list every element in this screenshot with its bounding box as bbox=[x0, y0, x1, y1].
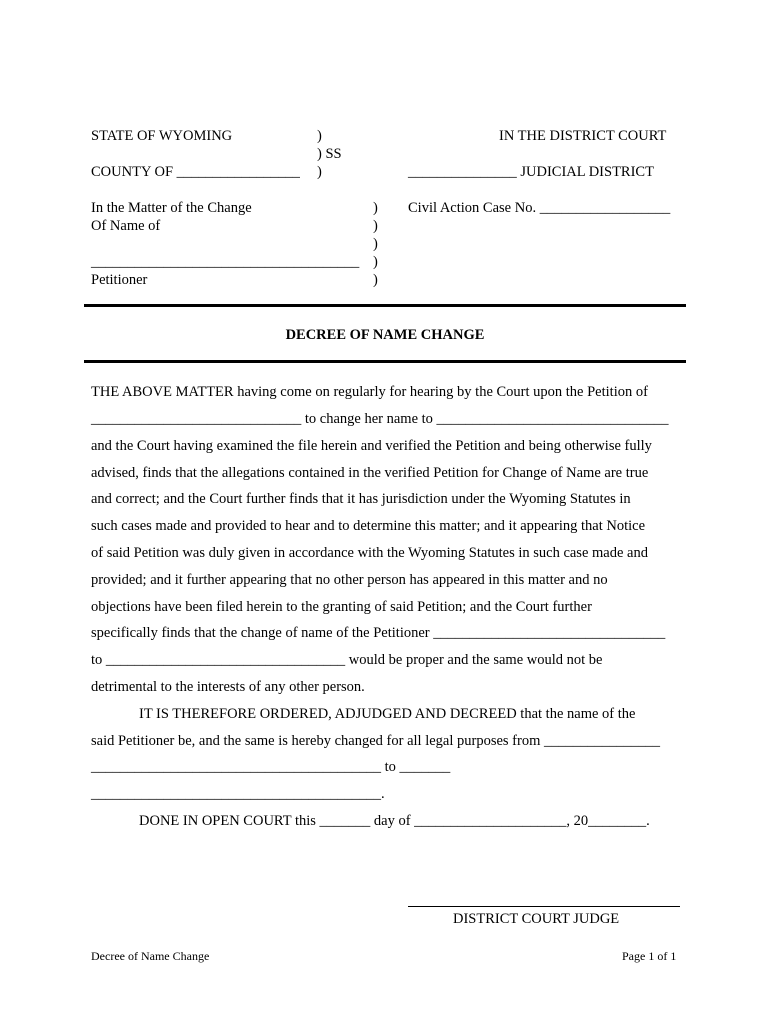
matter-paren: ) bbox=[373, 272, 378, 288]
page-number: Page 1 of 1 bbox=[622, 949, 677, 963]
county-line: COUNTY OF _________________ bbox=[91, 164, 300, 180]
order-line-3: ________________________________________ to _______ bbox=[91, 759, 451, 775]
petitioner-label: Petitioner bbox=[91, 272, 148, 288]
matter-paren: ) bbox=[373, 218, 378, 234]
body-line: of said Petition was duly given in accordance with the Wyoming Statutes in such case made and bbox=[91, 545, 648, 561]
body-line: detrimental to the interests of any other person. bbox=[91, 679, 365, 695]
matter-paren: ) bbox=[373, 254, 378, 270]
body-line: provided; and it further appearing that no other person has appeared in this matter and no bbox=[91, 572, 608, 588]
matter-line-1: In the Matter of the Change bbox=[91, 200, 252, 216]
state-line: STATE OF WYOMING bbox=[91, 128, 233, 144]
caption-paren-3: ) bbox=[317, 164, 322, 180]
case-number: Civil Action Case No. __________________ bbox=[408, 200, 671, 216]
order-line-4: ________________________________________. bbox=[91, 786, 385, 802]
bottom-rule bbox=[84, 360, 686, 363]
ss-label: ) SS bbox=[317, 146, 342, 162]
court-name: IN THE DISTRICT COURT bbox=[499, 128, 667, 144]
matter-line-2: Of Name of bbox=[91, 218, 161, 234]
top-rule bbox=[84, 304, 686, 307]
order-line-1: IT IS THEREFORE ORDERED, ADJUDGED AND DECREED that the name of the bbox=[139, 706, 636, 722]
order-line-2: said Petitioner be, and the same is hereby changed for all legal purposes from ________________ bbox=[91, 733, 660, 749]
judicial-district: _______________ JUDICIAL DISTRICT bbox=[408, 164, 654, 180]
matter-paren: ) bbox=[373, 200, 378, 216]
body-line: to _________________________________ would be proper and the same would not be bbox=[91, 652, 603, 668]
body-line: and the Court having examined the file herein and verified the Petition and being otherwise fully bbox=[91, 438, 652, 454]
judge-signature-label: DISTRICT COURT JUDGE bbox=[453, 911, 620, 927]
body-line: advised, finds that the allegations contained in the verified Petition for Change of Name are true bbox=[91, 465, 649, 481]
body-line: objections have been filed herein to the granting of said Petition; and the Court further bbox=[91, 599, 592, 615]
body-line: such cases made and provided to hear and to determine this matter; and it appearing that Notice bbox=[91, 518, 646, 534]
done-line: DONE IN OPEN COURT this _______ day of _____________________, 20________. bbox=[139, 813, 650, 829]
body-line: _____________________________ to change her name to ________________________________ bbox=[91, 411, 669, 427]
judge-signature-line bbox=[408, 906, 680, 907]
caption-paren-1: ) bbox=[317, 128, 322, 144]
body-line: and correct; and the Court further finds that it has jurisdiction under the Wyoming Statutes in bbox=[91, 491, 631, 507]
body-line: specifically finds that the change of name of the Petitioner ________________________________ bbox=[91, 625, 666, 641]
matter-paren: ) bbox=[373, 236, 378, 252]
body-line: THE ABOVE MATTER having come on regularly for hearing by the Court upon the Petition of bbox=[91, 384, 648, 400]
document-title: DECREE OF NAME CHANGE bbox=[285, 327, 485, 343]
footer-title: Decree of Name Change bbox=[91, 949, 210, 963]
petitioner-blank: _____________________________________ bbox=[91, 254, 360, 270]
